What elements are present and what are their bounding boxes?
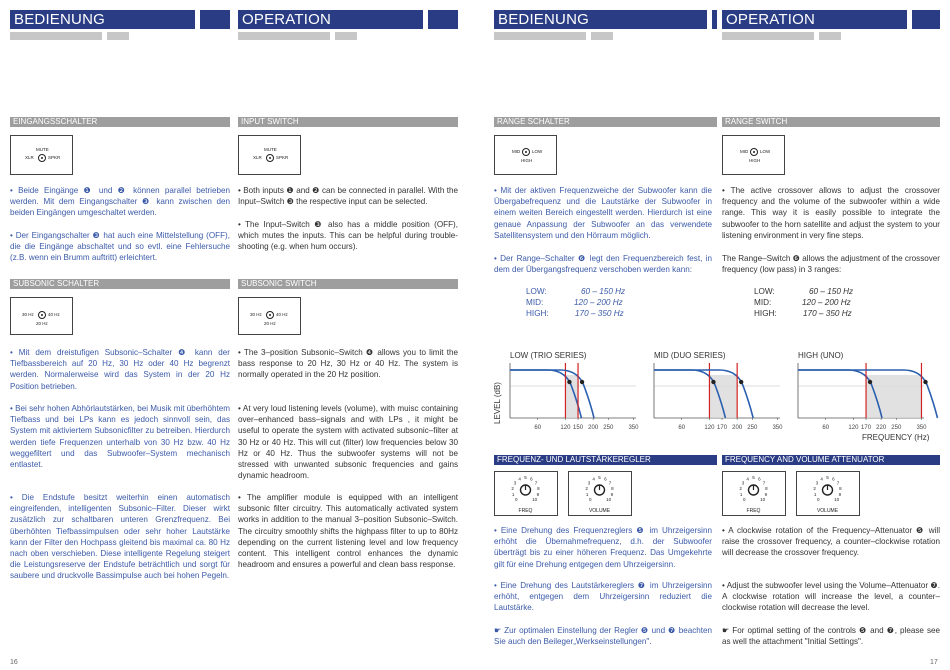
chart-tick-label: 150 bbox=[573, 425, 584, 431]
chart-panel-title: LOW (TRIO SERIES) bbox=[510, 351, 587, 360]
control-scale-label: 2 bbox=[585, 485, 588, 491]
switch-knob-icon bbox=[266, 311, 274, 319]
control-scale-label: 1 bbox=[739, 492, 743, 498]
section-eingangsschalter: EINGANGSSCHALTER bbox=[10, 117, 230, 127]
switch-label-mid: MID bbox=[512, 149, 521, 154]
header-right-en: OPERATION bbox=[722, 10, 907, 29]
control-scale-label: 8 bbox=[537, 485, 540, 491]
freq-text-en-1: • A clockwise rotation of the Frequency–Attenuator ❺ will raise the crossover frequency, a counter–clockwise rotation will decrease the crossover frequency. bbox=[722, 526, 940, 558]
chart-tick-label: 200 bbox=[732, 425, 743, 431]
switch-label-xlr: XLR bbox=[25, 155, 34, 160]
control-scale-label: 10 bbox=[760, 497, 766, 503]
switch-knob-icon bbox=[750, 148, 758, 156]
switch-label-30hz: 30 Hz bbox=[22, 312, 34, 317]
chart-x-label: FREQUENCY (Hz) bbox=[862, 433, 930, 442]
range-switch-diagram-en bbox=[722, 135, 785, 175]
gray-bar bbox=[494, 32, 586, 40]
switch-label-mid: MID bbox=[740, 149, 749, 154]
header-left-de-square bbox=[200, 10, 230, 29]
chart-tick-label: 170 bbox=[717, 425, 728, 431]
control-scale-label: 3 bbox=[587, 480, 591, 486]
section-subsonic-en: SUBSONIC SWITCH bbox=[238, 279, 458, 289]
switch-label-low: LOW bbox=[532, 149, 543, 154]
section-range-de: RANGE SCHALTER bbox=[494, 117, 717, 127]
chart-panel-title: MID (DUO SERIES) bbox=[654, 351, 726, 360]
range-row: MID: 120 – 200 Hz bbox=[754, 298, 851, 308]
switch-label-mute: MUTE bbox=[264, 147, 277, 152]
header-left-en-square bbox=[428, 10, 458, 29]
chart-tick-label: 120 bbox=[560, 425, 571, 431]
control-scale-label: 4 bbox=[746, 476, 749, 482]
chart-tick-label: 250 bbox=[891, 425, 902, 431]
input-text-de-2: • Der Eingangschalter ❸ hat auch eine Mittelstellung (OFF), die die Eingänge abschaltet und so evtl. eine Fehlersuche (z.B. wenn ein Brumm auftritt) erleichtert. bbox=[10, 231, 230, 263]
input-switch-diagram bbox=[10, 135, 73, 175]
subsonic-switch-diagram bbox=[10, 297, 73, 335]
switch-knob-icon bbox=[266, 154, 274, 162]
chart-crossover-point bbox=[868, 380, 872, 384]
subsonic-text-en-2: • At very loud listening levels (volume), with muisc containing over–enhanced bass–signals and with LPs , it might be useful to operate the system with activated subsonic–filter at 30 Hz or 40 Hz. This will cut (filter) low frequencies below 30 Hz or 40 Hz. Thus the subwoofer systems will not be stressed with unwanted subsonic frequencies and gains dynamic headroom. bbox=[238, 404, 458, 481]
control-scale-label: 7 bbox=[608, 480, 612, 486]
gray-bar bbox=[722, 32, 814, 40]
subsonic-text-en-1: • The 3–position Subsonic–Switch ❹ allows you to limit the bass response to 20 Hz, 30 Hz or 40 Hz. The system is normally operated in the 20 Hz position. bbox=[238, 348, 458, 380]
range-text-de-1: • Mit der aktiven Frequenzweiche der Subwoofer kann die Übergabefrequenz und die Lautstärke der Subwoofer in einem weiten Bereich eingestellt werden. Hierdurch ist eine genaue Anpassung der Subwoofer an das verwendete Satellitensystem und den Hörraum möglich. bbox=[494, 186, 712, 240]
switch-label-high: HIGH bbox=[749, 158, 761, 163]
switch-label-high: HIGH bbox=[521, 158, 533, 163]
chart-tick-label: 220 bbox=[876, 425, 887, 431]
freq-text-en-3: ☛ For optimal setting of the controls ❺ and ❼, please see as well the attachment "Initial Settings". bbox=[722, 626, 940, 647]
range-text-de-2: • Der Range–Schalter ❻ legt den Frequenzbereich fest, in dem der Übergangsfrequenz verschoben werden kann: bbox=[494, 254, 712, 275]
chart-tick-label: 60 bbox=[678, 425, 686, 431]
gray-bar bbox=[10, 32, 102, 40]
chart-series-curve bbox=[510, 370, 594, 418]
page-number-left: 16 bbox=[10, 659, 18, 666]
control-scale-label: 0 bbox=[743, 497, 746, 503]
control-scale-label: 10 bbox=[606, 497, 612, 503]
switch-label-40hz: 40 Hz bbox=[276, 312, 288, 317]
chart-series-curve bbox=[654, 370, 753, 418]
switch-label-20hz: 20 Hz bbox=[36, 321, 48, 326]
control-scale-label: 1 bbox=[511, 492, 515, 498]
control-scale-label: 10 bbox=[834, 497, 840, 503]
input-switch-diagram-en bbox=[238, 135, 301, 175]
section-freq-de: FREQUENZ- UND LAUTSTÄRKEREGLER bbox=[494, 455, 717, 465]
chart-tick-label: 350 bbox=[916, 425, 927, 431]
control-scale-label: 5 bbox=[524, 475, 527, 480]
chart-tick-label: 200 bbox=[588, 425, 599, 431]
header-right-de-square bbox=[712, 10, 717, 29]
control-scale-label: 9 bbox=[536, 492, 540, 498]
range-text-en-2: The Range–Switch ❻ allows the adjustment of the crossover frequency (low pass) in 3 ranges: bbox=[722, 254, 940, 275]
switch-label-30hz: 30 Hz bbox=[250, 312, 262, 317]
gray-bar-small bbox=[335, 32, 357, 40]
control-scale-label: 3 bbox=[513, 480, 517, 486]
control-scale-label: 0 bbox=[817, 497, 820, 503]
control-scale-label: 8 bbox=[611, 485, 614, 491]
freq-text-de-1: • Eine Drehung des Frequenzreglers ❺ im Uhrzeigersinn erhöht die Übernahmefrequenz, d.h. der Subwoofer überträgt bis zu einer höheren Frequenz. Das Umgekehrte gilt für eine Drehung entgegen dem Uhrzeigersinn. bbox=[494, 526, 712, 569]
range-list-en bbox=[754, 286, 904, 322]
header-left-de: BEDIENUNG bbox=[10, 10, 195, 29]
chart-crossover-point bbox=[739, 380, 743, 384]
subsonic-switch-diagram-en bbox=[238, 297, 301, 335]
control-scale-label: 8 bbox=[765, 485, 768, 491]
control-scale-label: 6 bbox=[832, 476, 835, 482]
switch-label-xlr: XLR bbox=[253, 155, 262, 160]
section-subsonic-de: SUBSONIC SCHALTER bbox=[10, 279, 230, 289]
range-text-en-1: • The active crossover allows to adjust the crossover frequency and the volume of the subwoofer within a wide range. This way it is easily possible to integrate the subwoofer to the horn satellite and adjust the system to your listening environment in very fine steps. bbox=[722, 186, 940, 240]
range-row: LOW: 60 – 150 Hz bbox=[526, 287, 626, 296]
control-scale-label: 2 bbox=[511, 485, 514, 491]
chart-range-area bbox=[866, 375, 921, 418]
switch-label-spkr: SPKR bbox=[48, 155, 61, 160]
input-text-de-1: • Beide Eingänge ❶ und ❷ können parallel betrieben werden. Mit dem Eingangschalter ❸ kann zwischen den beiden Eingängen umgeschaltet werden. bbox=[10, 186, 230, 218]
control-scale-label: 2 bbox=[813, 485, 816, 491]
chart-tick-label: 120 bbox=[848, 425, 859, 431]
header-left-en: OPERATION bbox=[238, 10, 423, 29]
chart-tick-label: 60 bbox=[534, 425, 542, 431]
control-scale-label: 2 bbox=[739, 485, 742, 491]
control-label: FREQ bbox=[746, 508, 761, 514]
control-scale-label: 7 bbox=[534, 480, 538, 486]
control-label: VOLUME bbox=[816, 508, 839, 514]
gray-bar bbox=[238, 32, 330, 40]
chart-tick-label: 350 bbox=[628, 425, 639, 431]
range-switch-diagram bbox=[494, 135, 557, 175]
switch-knob-icon bbox=[38, 311, 46, 319]
subsonic-text-en-3: • The amplifier module is equipped with an intelligent subsonic filter circuitry. This automatically activated system works in addition to the manual 3–position Subsonic–Switch. The circuitry smoothly shifts the highpass filter to up to 80Hz depending on the current listening level and low frequency content. This intelligent control enhances the dynamic headroom and ensures a powerful and clean bass response. bbox=[238, 493, 458, 570]
control-label: FREQ bbox=[518, 508, 533, 514]
input-text-en-1: • Both inputs ❶ and ❷ can be connected in parallel. With the Input–Switch ❸ the respective input can be selected. bbox=[238, 186, 458, 207]
gray-bar-small bbox=[591, 32, 613, 40]
control-scale-label: 9 bbox=[610, 492, 614, 498]
switch-label-mute: MUTE bbox=[36, 147, 49, 152]
crossover-chart bbox=[494, 345, 940, 445]
control-scale-label: 4 bbox=[518, 476, 521, 482]
control-scale-label: 6 bbox=[530, 476, 533, 482]
chart-y-label: LEVEL (dB) bbox=[493, 382, 502, 424]
input-text-en-2: • The Input–Switch ❸ also has a middle position (OFF), which mutes the inputs. This can be helpful during trouble-shooting (e.g. when hum occurs). bbox=[238, 220, 458, 252]
control-scale-label: 7 bbox=[836, 480, 840, 486]
range-row: HIGH: 170 – 350 Hz bbox=[754, 309, 852, 319]
switch-label-20hz: 20 Hz bbox=[264, 321, 276, 326]
control-scale-label: 0 bbox=[515, 497, 518, 503]
section-range-en: RANGE SWITCH bbox=[722, 117, 940, 127]
control-scale-label: 0 bbox=[589, 497, 592, 503]
switch-label-40hz: 40 Hz bbox=[48, 312, 60, 317]
switch-knob-icon bbox=[38, 154, 46, 162]
control-scale-label: 6 bbox=[604, 476, 607, 482]
chart-crossover-point bbox=[711, 380, 715, 384]
control-scale-label: 7 bbox=[762, 480, 766, 486]
chart-tick-label: 250 bbox=[603, 425, 614, 431]
freq-text-en-2: • Adjust the subwoofer level using the Volume–Attenuator ❼. A clockwise rotation will increase the level, a counter–clockwise rotation will decrease the level. bbox=[722, 581, 940, 613]
control-label: VOLUME bbox=[588, 508, 611, 514]
range-row: HIGH: 170 – 350 Hz bbox=[526, 309, 624, 319]
switch-knob-icon bbox=[522, 148, 530, 156]
control-scale-label: 3 bbox=[815, 480, 819, 486]
control-scale-label: 1 bbox=[813, 492, 817, 498]
switch-label-low: LOW bbox=[760, 149, 771, 154]
subsonic-text-de-3: • Die Endstufe besitzt weiterhin einen automatisch eingreifenden, intelligenten Subsonic–Filter. Dieser wirkt zusätzlich zur schaltbaren unteren Grenzfrequenz. Bei überhöhten Tiefbassimpulsen oder sehr hoher Lautstärke kann der Filter den Hochpass gleitend bis maximal ca. 80 Hz nach oben verschieben. Diese intelligente Regelung steigert die Leistungsreserve der Endstufe beträchtlich und sorgt für saubere und druckvolle Bassimpulse auch bei hohen Pegeln. bbox=[10, 493, 230, 581]
chart-crossover-point bbox=[567, 380, 571, 384]
range-row: LOW: 60 – 150 Hz bbox=[754, 287, 854, 296]
control-scale-label: 10 bbox=[532, 497, 538, 503]
freq-text-de-2: • Eine Drehung des Lautstärkereglers ❼ im Uhrzeigersinn erhöht, entgegen dem Uhrzeigersinn reduziert die Lautstärke. bbox=[494, 581, 712, 613]
section-freq-en: FREQUENCY AND VOLUME ATTENUATOR bbox=[722, 455, 940, 465]
control-scale-label: 8 bbox=[839, 485, 842, 491]
header-right-en-square bbox=[912, 10, 940, 29]
attenuator-controls bbox=[494, 471, 940, 517]
chart-crossover-point bbox=[580, 380, 584, 384]
control-scale-label: 3 bbox=[741, 480, 745, 486]
chart-panel-title: HIGH (UNO) bbox=[798, 351, 844, 360]
control-scale-label: 4 bbox=[820, 476, 823, 482]
page-number-right: 17 bbox=[930, 659, 938, 666]
chart-tick-label: 250 bbox=[747, 425, 758, 431]
control-scale-label: 5 bbox=[752, 475, 755, 480]
subsonic-text-de-2: • Bei sehr hohen Abhörlautstärken, bei Musik mit überhöhtem Tiefbass und bei LPs kann es jedoch sinnvoll sein, das System mit aktiviertem Subsonicfilter zu betreiben. Hierdurch werden tiefe Frequenzen unterhalb von 30 Hz bzw. 40 Hz weggefiltert und das Subwoofer–System mechanisch entlastet. bbox=[10, 404, 230, 470]
gray-bar-small bbox=[107, 32, 129, 40]
control-scale-label: 6 bbox=[758, 476, 761, 482]
section-input-switch: INPUT SWITCH bbox=[238, 117, 458, 127]
freq-text-de-3: ☛ Zur optimalen Einstellung der Regler ❺ und ❼ beachten Sie auch den Beileger„Werkseinstellungen". bbox=[494, 626, 712, 647]
control-scale-label: 1 bbox=[585, 492, 589, 498]
control-scale-label: 9 bbox=[838, 492, 842, 498]
chart-tick-label: 170 bbox=[861, 425, 872, 431]
chart-crossover-point bbox=[923, 380, 927, 384]
range-list-de bbox=[526, 286, 676, 322]
gray-bar-small bbox=[819, 32, 841, 40]
chart-tick-label: 120 bbox=[704, 425, 715, 431]
chart-tick-label: 350 bbox=[772, 425, 783, 431]
switch-label-spkr: SPKR bbox=[276, 155, 289, 160]
chart-tick-label: 60 bbox=[822, 425, 830, 431]
control-scale-label: 5 bbox=[826, 475, 829, 480]
control-scale-label: 9 bbox=[764, 492, 768, 498]
control-scale-label: 5 bbox=[598, 475, 601, 480]
subsonic-text-de-1: • Mit dem dreistufigen Subsonic–Schalter ❹ kann der Tiefbassbereich auf 20 Hz, 30 Hz oder 40 Hz begrenzt werden. Normalerweise wird das System in der 20 Hz Position betrieben. bbox=[10, 348, 230, 391]
control-scale-label: 4 bbox=[592, 476, 595, 482]
header-right-de: BEDIENUNG bbox=[494, 10, 707, 29]
range-row: MID: 120 – 200 Hz bbox=[526, 298, 623, 308]
